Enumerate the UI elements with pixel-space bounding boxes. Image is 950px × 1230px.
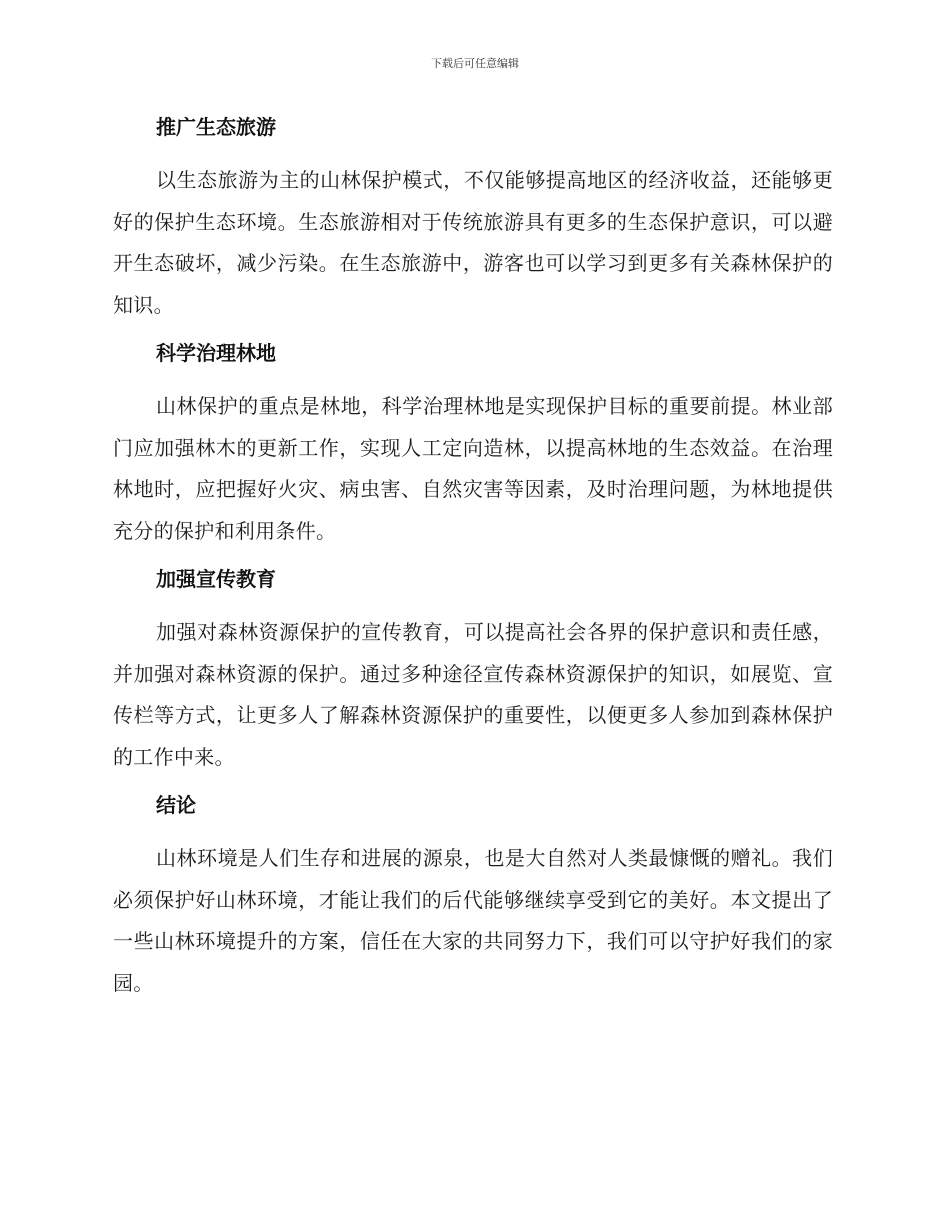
section-paragraph: 山林环境是人们生存和进展的源泉，也是大自然对人类最慷慨的赠礼。我们必须保护好山林环境，才能让我们的后代能够继续享受到它的美好。本文提出了一些山林环境提升的方案，信任在大家的共同努力下，我们可以守护好我们的家园。	[113, 846, 833, 995]
section-education	[113, 564, 833, 778]
section-forest-management	[113, 338, 833, 552]
section-paragraph: 以生态旅游为主的山林保护模式，不仅能够提高地区的经济收益，还能够更好的保护生态环境。生态旅游相对于传统旅游具有更多的生态保护意识，可以避开生态破坏，减少污染。在生态旅游中，游客也可以学习到更多有关森林保护的知识。	[113, 168, 833, 317]
section-conclusion	[113, 790, 833, 1004]
section-heading: 加强宣传教育	[156, 567, 276, 591]
header-note: 下载后可任意编辑	[431, 57, 519, 70]
section-heading: 推广生态旅游	[156, 115, 276, 139]
section-ecotourism	[113, 112, 833, 326]
section-paragraph: 山林保护的重点是林地，科学治理林地是实现保护目标的重要前提。林业部门应加强林木的更新工作，实现人工定向造林，以提高林地的生态效益。在治理林地时，应把握好火灾、病虫害、自然灾害等因素，及时治理问题，为林地提供充分的保护和利用条件。	[113, 394, 833, 543]
document-body	[113, 112, 833, 1016]
section-paragraph: 加强对森林资源保护的宣传教育，可以提高社会各界的保护意识和责任感，并加强对森林资源的保护。通过多种途径宣传森林资源保护的知识，如展览、宣传栏等方式，让更多人了解森林资源保护的重要性，以便更多人参加到森林保护的工作中来。	[113, 620, 833, 769]
section-heading: 科学治理林地	[156, 341, 276, 365]
section-heading: 结论	[156, 793, 196, 817]
